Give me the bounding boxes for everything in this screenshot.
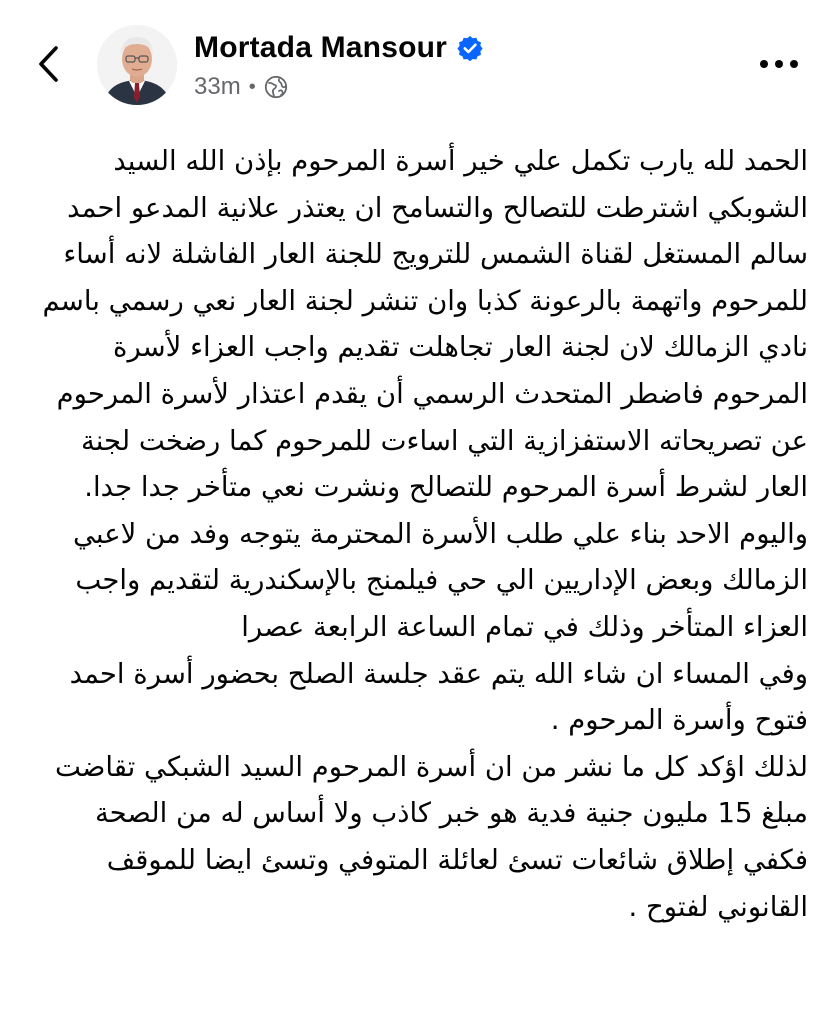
post-paragraph: الحمد لله يارب تكمل علي خير أسرة المرحوم بإذن الله السيد الشوبكي اشترطت للتصالح والتسامح ان يعتذر علانية المدعو احمد سالم المستغل لقناة الشمس للترويج للجنة العار الفاشلة لانه أساء للمرحوم واتهمة بالرعونة كذبا وان تنشر لجنة العار نعي رسمي باسم نادي الزمالك لان لجنة العار تجاهلت تقديم واجب العزاء لأسرة المرحوم فاضطر المتحدث الرسمي أن يقدم اعتذار لأسرة المرحوم عن تصريحاته الاستفزازية التي اساءت للمرحوم كما رضخت لجنة العار لشرط أسرة المرحوم للتصالح ونشرت نعي متأخر جدا جدا.	[42, 145, 808, 504]
meta-separator: •	[248, 75, 256, 98]
chevron-left-icon	[36, 44, 60, 84]
post-paragraph: لذلك اؤكد كل ما نشر من ان أسرة المرحوم السيد الشبكي تقاضت مبلغ 15 مليون جنية فدية هو خبر كاذب ولا أساس له من الصحة فكفي إطلاق شائعات تسئ لعائلة المتوفي وتسئ ايضا للموقف القانوني لفتوح .	[55, 750, 808, 923]
post-text	[22, 138, 808, 930]
avatar[interactable]	[97, 25, 177, 105]
avatar-image	[97, 25, 177, 105]
post-header	[0, 0, 828, 130]
author-name[interactable]: Mortada Mansour	[194, 31, 448, 64]
post-paragraph: وفي المساء ان شاء الله يتم عقد جلسة الصلح بحضور أسرة احمد فتوح وأسرة المرحوم .	[69, 657, 808, 737]
back-button[interactable]	[28, 40, 68, 88]
globe-icon[interactable]	[264, 75, 288, 99]
verified-badge-icon	[457, 35, 483, 61]
post-meta	[194, 70, 288, 104]
author-row	[194, 28, 483, 68]
post-time[interactable]: 33m	[194, 73, 241, 100]
post-paragraph: واليوم الاحد بناء علي طلب الأسرة المحترمة يتوجه وفد من لاعبي الزمالك وبعض الإداريين الي حي فيلمنج بالإسكندرية لتقديم واجب العزاء المتأخر وذلك في تمام الساعة الرابعة عصرا	[73, 517, 808, 643]
more-horizontal-icon	[759, 59, 799, 69]
more-options-button[interactable]	[756, 46, 802, 82]
